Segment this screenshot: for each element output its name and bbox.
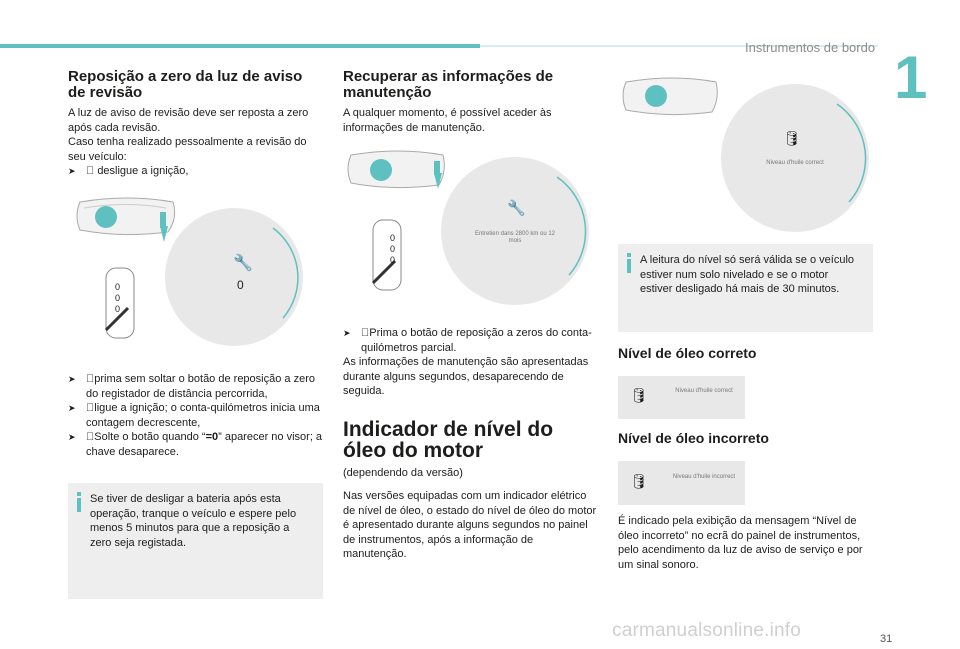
info-icon (77, 492, 81, 512)
dial-message: Entretien dans 2800 km ou 12 mois (474, 231, 556, 244)
figure-reset-dial (68, 190, 323, 360)
display-dial (165, 208, 303, 346)
col1-bullet-3: ➤ ligue a ignição; o conta-quilómetros inicia uma contagem decrescente, (68, 402, 320, 429)
odometer-digits: 0 0 0 (115, 282, 121, 314)
col2-intro: A qualquer momento, é possível aceder às informações de manutenção. (343, 107, 552, 134)
dial-zero: 0 (237, 278, 244, 292)
oil-correct-message: Niveau d'huile correct (675, 388, 733, 394)
wrench-icon: 🔧 (507, 200, 526, 217)
odometer-digits: 0 0 0 (390, 233, 396, 265)
col3-info-note: A leitura do nível só será válida se o veículo estiver num solo nivelado e se o motor estiver desligado há mais de 30 minutos. (618, 244, 873, 332)
figure-maintenance-dial (343, 145, 598, 310)
bullet-symbol: ➤ (68, 166, 76, 177)
section-title: Instrumentos de bordo (745, 40, 876, 55)
col1-intro: A luz de aviso de revisão deve ser reposta a zero após cada revisão. Caso tenha realizado pessoalmente a revisão do seu veículo: ➤ desligue a ignição, (68, 106, 323, 179)
version-note: (dependendo da versão) (343, 467, 463, 479)
oil-incorrect-body: É indicado pela exibição da mensagem “Nível de óleo incorreto” no ecrã do painel de instrumentos, pelo acendimento da luz de aviso de serviço e por um sinal sonoro. (618, 515, 863, 571)
dial-arc (165, 208, 303, 346)
oil-incorrect-message: Niveau d'huile incorrect (672, 474, 736, 480)
col1-bullet-4: ➤ Solte o botão quando “=0” aparecer no visor; a chave desaparece. (68, 431, 323, 458)
watermark: carmanualsonline.info (612, 620, 802, 641)
info-icon (627, 253, 631, 273)
oil-section-body: Nas versões equipadas com um indicador elétrico de nível de óleo, o estado do nível de óleo do motor é apresentado durante alguns segundos no painel de instrumentos, após a informação de manutenção. (343, 490, 597, 561)
dial-arc (721, 84, 869, 232)
oil-section-title: Indicador de nível do óleo do motor (343, 418, 554, 462)
page-number: 31 (880, 633, 893, 645)
col2-title: Recuperar as informações de manutenção (343, 68, 554, 101)
col1-info-note: Se tiver de desligar a bateria após esta operação, tranque o veículo e espere pelo menos 5 minutos para que a reposição a zero seja registada. (68, 483, 323, 599)
oil-incorrect-heading: Nível de óleo incorreto (618, 430, 769, 446)
oil-can-icon: 🛢 (783, 130, 801, 146)
dial-message: Niveau d'huile correct (766, 160, 824, 166)
col1-bullet-2: ➤ prima sem soltar o botão de reposição a zero do registador de distância percorrida, (68, 373, 315, 400)
oil-can-icon: 🛢 (630, 473, 648, 489)
col2-bullet-1: ➤ Prima o botão de reposição a zeros do conta-quilómetros parcial. (343, 327, 592, 354)
figure-oil-dial (618, 70, 873, 235)
display-dial (441, 157, 589, 305)
display-dial (721, 84, 869, 232)
chapter-number: 1 (894, 44, 928, 111)
col1-bullet-1: ➤ desligue a ignição, (68, 165, 189, 178)
col2-after-text: As informações de manutenção são apresentadas durante alguns segundos, desaparecendo de seguida. (343, 356, 589, 398)
header-accent-bar (0, 44, 480, 48)
oil-correct-heading: Nível de óleo correto (618, 345, 757, 361)
oil-can-icon: 🛢 (630, 387, 648, 403)
oil-incorrect-message-box (618, 461, 745, 505)
col1-title: Reposição a zero da luz de aviso de revisão (68, 68, 303, 101)
col1-steps (68, 372, 323, 460)
wrench-icon: 🔧 (233, 255, 253, 272)
oil-correct-message-box (618, 376, 745, 419)
col2-steps (343, 326, 598, 399)
